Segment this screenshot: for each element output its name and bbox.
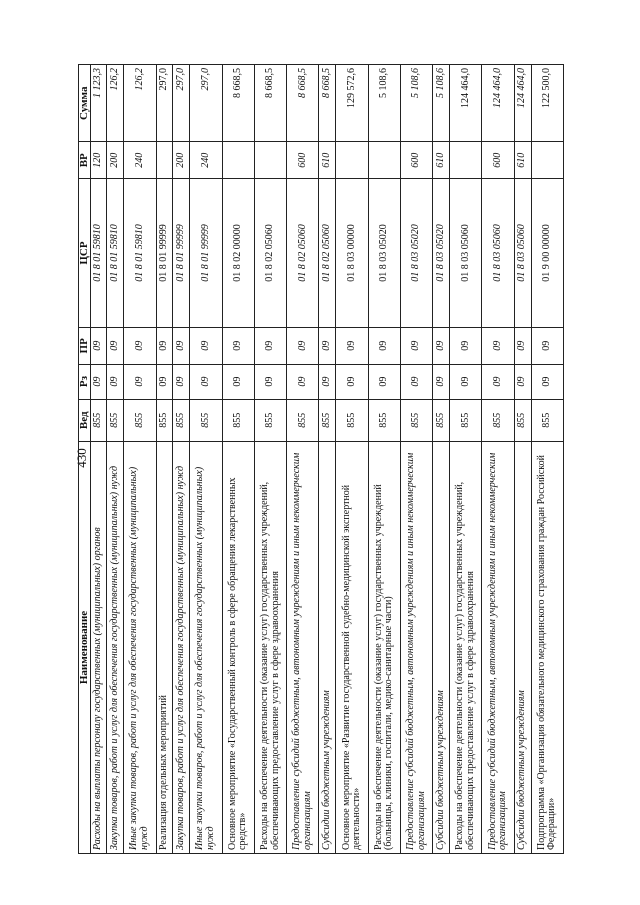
cell-sum: 124 464,0: [450, 65, 482, 142]
cell-ved: 855: [514, 399, 531, 441]
cell-pr: 09: [450, 328, 482, 365]
cell-sum: 1 123,3: [90, 65, 107, 142]
cell-csr: 01 8 01 59810: [90, 179, 107, 328]
header-sum: Сумма: [79, 65, 91, 142]
cell-rz: 09: [482, 364, 514, 399]
cell-csr: 01 8 01 59810: [107, 179, 124, 328]
cell-sum: 124 464,0: [482, 65, 514, 142]
cell-rz: 09: [107, 364, 124, 399]
cell-pr: 09: [156, 328, 173, 365]
cell-name: Субсидии бюджетным учреждениям: [433, 441, 450, 853]
cell-sum: 124 464,0: [514, 65, 531, 142]
cell-csr: 01 8 02 05060: [254, 179, 286, 328]
cell-rz: 09: [368, 364, 400, 399]
cell-sum: 8 668,5: [287, 65, 319, 142]
cell-vr: 600: [400, 142, 432, 179]
table-row: [433, 65, 450, 854]
cell-vr: 610: [514, 142, 531, 179]
cell-ved: 855: [190, 399, 222, 441]
cell-name: Закупка товаров, работ и услуг для обеспечения государственных (муниципальных) нужд: [107, 441, 124, 853]
cell-sum: 297,0: [156, 65, 173, 142]
cell-name: Основное мероприятие «Государственный контроль в сфере обращения лекарственных средств»: [222, 441, 254, 853]
cell-vr: 200: [173, 142, 190, 179]
table-row: [287, 65, 319, 854]
cell-vr: [222, 142, 254, 179]
table-row: [319, 65, 336, 854]
cell-rz: 09: [173, 364, 190, 399]
cell-pr: 09: [107, 328, 124, 365]
cell-sum: 129 572,6: [336, 65, 368, 142]
cell-csr: 01 8 01 59810: [124, 179, 156, 328]
cell-pr: 09: [124, 328, 156, 365]
cell-rz: 09: [531, 364, 563, 399]
table-body: [90, 65, 564, 854]
table-header-row: [79, 65, 91, 854]
cell-ved: 855: [433, 399, 450, 441]
table-row: [400, 65, 432, 854]
cell-csr: 01 8 02 05060: [287, 179, 319, 328]
cell-vr: 120: [90, 142, 107, 179]
cell-ved: 855: [222, 399, 254, 441]
cell-ved: 855: [336, 399, 368, 441]
cell-sum: 122 500,0: [531, 65, 563, 142]
cell-pr: 09: [90, 328, 107, 365]
cell-sum: 8 668,5: [222, 65, 254, 142]
cell-pr: 09: [433, 328, 450, 365]
cell-csr: 01 9 00 00000: [531, 179, 563, 328]
cell-sum: 8 668,5: [319, 65, 336, 142]
header-name: Наименование: [79, 441, 91, 853]
cell-vr: 240: [190, 142, 222, 179]
cell-csr: 01 8 03 05060: [514, 179, 531, 328]
cell-vr: [254, 142, 286, 179]
cell-sum: 8 668,5: [254, 65, 286, 142]
cell-csr: 01 8 03 05020: [400, 179, 432, 328]
table-row: [514, 65, 531, 854]
cell-ved: 855: [400, 399, 432, 441]
cell-ved: 855: [173, 399, 190, 441]
cell-rz: 09: [433, 364, 450, 399]
cell-sum: 126,2: [124, 65, 156, 142]
cell-csr: 01 8 01 99999: [156, 179, 173, 328]
cell-pr: 09: [287, 328, 319, 365]
cell-ved: 855: [319, 399, 336, 441]
cell-csr: 01 8 01 99999: [190, 179, 222, 328]
cell-csr: 01 8 03 05060: [482, 179, 514, 328]
header-rz: Рз: [79, 364, 91, 399]
cell-pr: 09: [254, 328, 286, 365]
table-row: [254, 65, 286, 854]
cell-ved: 855: [287, 399, 319, 441]
cell-name: Подпрограмма «Организация обязательного медицинского страхования граждан Российской Федерации»: [531, 441, 563, 853]
cell-sum: 5 108,6: [368, 65, 400, 142]
header-pr: ПР: [79, 328, 91, 365]
table-row: [336, 65, 368, 854]
cell-name: Основное мероприятие «Развитие государственной судебно-медицинской экспертной деятельности»: [336, 441, 368, 853]
table-row: [90, 65, 107, 854]
cell-name: Реализация отдельных мероприятий: [156, 441, 173, 853]
table-row: [107, 65, 124, 854]
cell-sum: 5 108,6: [433, 65, 450, 142]
cell-rz: 09: [254, 364, 286, 399]
cell-rz: 09: [514, 364, 531, 399]
cell-name: Предоставление субсидий бюджетным, автономным учреждениям и иным некоммерческим организациям: [400, 441, 432, 853]
cell-rz: 09: [450, 364, 482, 399]
cell-vr: 240: [124, 142, 156, 179]
cell-vr: 600: [287, 142, 319, 179]
cell-csr: 01 8 03 05060: [450, 179, 482, 328]
cell-vr: [450, 142, 482, 179]
cell-name: Закупка товаров, работ и услуг для обеспечения государственных (муниципальных) нужд: [173, 441, 190, 853]
cell-ved: 855: [107, 399, 124, 441]
table-row: [450, 65, 482, 854]
cell-vr: 200: [107, 142, 124, 179]
cell-rz: 09: [319, 364, 336, 399]
cell-pr: 09: [319, 328, 336, 365]
cell-sum: 5 108,6: [400, 65, 432, 142]
table-row: [173, 65, 190, 854]
budget-table-container: [78, 64, 564, 854]
table-row: [222, 65, 254, 854]
cell-ved: 855: [90, 399, 107, 441]
header-ved: Вед: [79, 399, 91, 441]
cell-csr: 01 8 03 00000: [336, 179, 368, 328]
cell-name: Иные закупки товаров, работ и услуг для обеспечения государственных (муниципальных) нужд: [124, 441, 156, 853]
cell-pr: 09: [336, 328, 368, 365]
cell-name: Расходы на обеспечение деятельности (оказание услуг) государственных учреждений (больницы, клиники, госпитали, медико-санитарные части): [368, 441, 400, 853]
header-csr: ЦСР: [79, 179, 91, 328]
cell-csr: 01 8 02 05060: [319, 179, 336, 328]
cell-rz: 09: [222, 364, 254, 399]
cell-rz: 09: [336, 364, 368, 399]
table-row: [531, 65, 563, 854]
cell-name: Расходы на обеспечение деятельности (оказание услуг) государственных учреждений, обеспечивающих предоставление услуг в сфере здравоохранения: [254, 441, 286, 853]
cell-ved: 855: [254, 399, 286, 441]
cell-ved: 855: [531, 399, 563, 441]
cell-vr: [531, 142, 563, 179]
table-row: [124, 65, 156, 854]
cell-pr: 09: [190, 328, 222, 365]
cell-name: Расходы на выплаты персоналу государственных (муниципальных) органов: [90, 441, 107, 853]
cell-csr: 01 8 03 05020: [368, 179, 400, 328]
table-row: [190, 65, 222, 854]
cell-name: Иные закупки товаров, работ и услуг для обеспечения государственных (муниципальных) нужд: [190, 441, 222, 853]
cell-rz: 09: [156, 364, 173, 399]
cell-name: Субсидии бюджетным учреждениям: [514, 441, 531, 853]
cell-sum: 297,0: [173, 65, 190, 142]
cell-csr: 01 8 01 99999: [173, 179, 190, 328]
cell-ved: 855: [482, 399, 514, 441]
cell-pr: 09: [482, 328, 514, 365]
table-row: [156, 65, 173, 854]
cell-vr: [156, 142, 173, 179]
cell-csr: 01 8 02 00000: [222, 179, 254, 328]
budget-table: [78, 64, 564, 854]
cell-name: Субсидии бюджетным учреждениям: [319, 441, 336, 853]
cell-sum: 297,0: [190, 65, 222, 142]
cell-rz: 09: [190, 364, 222, 399]
table-row: [482, 65, 514, 854]
cell-rz: 09: [124, 364, 156, 399]
cell-vr: 610: [433, 142, 450, 179]
cell-vr: [336, 142, 368, 179]
cell-pr: 09: [222, 328, 254, 365]
cell-pr: 09: [368, 328, 400, 365]
cell-pr: 09: [531, 328, 563, 365]
table-row: [368, 65, 400, 854]
cell-pr: 09: [173, 328, 190, 365]
cell-csr: 01 8 03 05020: [433, 179, 450, 328]
cell-vr: 600: [482, 142, 514, 179]
cell-vr: [368, 142, 400, 179]
cell-name: Предоставление субсидий бюджетным, автономным учреждениям и иным некоммерческим организациям: [287, 441, 319, 853]
cell-pr: 09: [514, 328, 531, 365]
header-vr: ВР: [79, 142, 91, 179]
cell-rz: 09: [287, 364, 319, 399]
cell-vr: 610: [319, 142, 336, 179]
page-number: 430: [74, 448, 89, 468]
cell-ved: 855: [156, 399, 173, 441]
cell-name: Предоставление субсидий бюджетным, автономным учреждениям и иным некоммерческим организациям: [482, 441, 514, 853]
cell-pr: 09: [400, 328, 432, 365]
cell-ved: 855: [124, 399, 156, 441]
cell-name: Расходы на обеспечение деятельности (оказание услуг) государственных учреждений, обеспечивающих предоставление услуг в сфере здравоохранения: [450, 441, 482, 853]
cell-ved: 855: [450, 399, 482, 441]
cell-rz: 09: [400, 364, 432, 399]
cell-rz: 09: [90, 364, 107, 399]
cell-sum: 126,2: [107, 65, 124, 142]
cell-ved: 855: [368, 399, 400, 441]
